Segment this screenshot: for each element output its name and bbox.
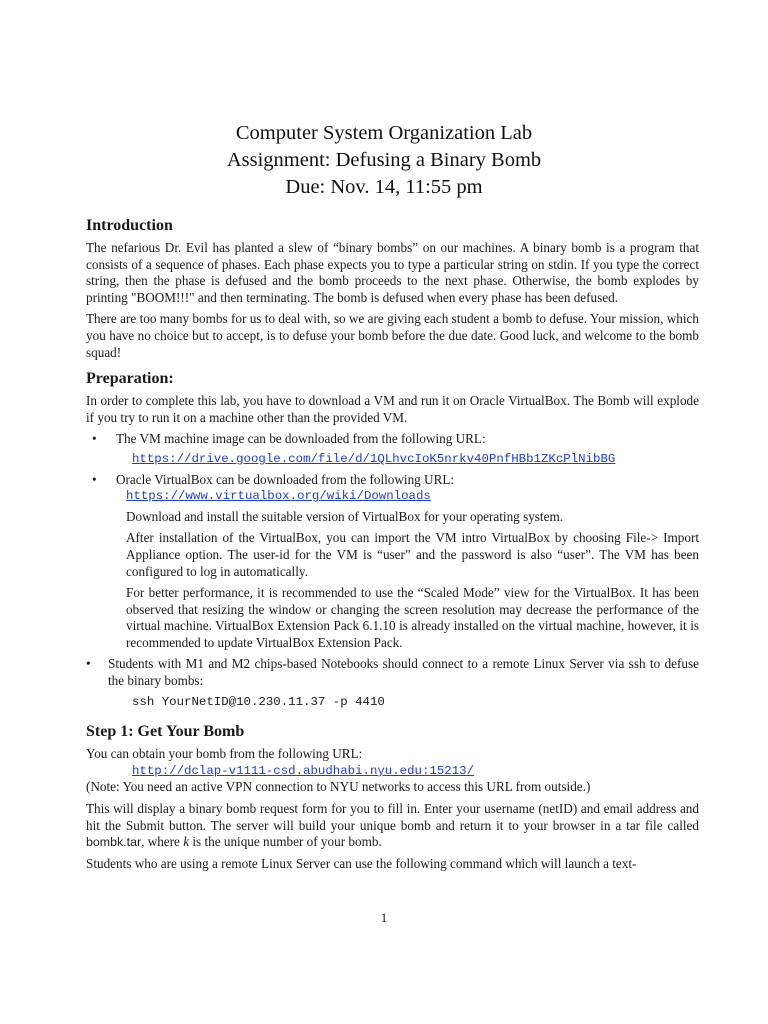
virtualbox-details — [116, 509, 699, 652]
bomb-number-variable: k — [183, 834, 190, 850]
bullet-icon: • — [92, 471, 97, 487]
preparation-list — [86, 431, 699, 710]
virtualbox-text: Oracle VirtualBox can be downloaded from the following URL: — [116, 471, 455, 487]
ssh-command: ssh YourNetID@10.230.11.37 -p 4410 — [132, 694, 385, 709]
bomb-server-link[interactable]: http://dclap-v1111-csd.abudhabi.nyu.edu:15213/ — [132, 763, 475, 778]
bullet-icon: • — [92, 431, 97, 447]
step1-p1-before: This will display a binary bomb request form for you to fill in. Enter your username (netID) and email address and hit the Submit button. The server will build your unique bomb and return it to your browser in a tar file called — [86, 801, 699, 833]
step1-intro: You can obtain your bomb from the following URL: — [86, 746, 363, 762]
document-title — [0, 120, 768, 201]
vm-image-link[interactable]: https://drive.google.com/file/d/1QLhvcIoK5nrkv40PnfHBb1ZKcPlNibBG — [132, 451, 616, 466]
virtualbox-paragraph-1: Download and install the suitable version of VirtualBox for your operating system. — [126, 508, 564, 524]
list-item — [86, 656, 699, 710]
step1-paragraph-1 — [86, 801, 699, 851]
remote-server-text: Students with M1 and M2 chips-based Notebooks should connect to a remote Linux Server via ssh to defuse the binary bombs: — [108, 656, 699, 689]
step1-p1-after: is the unique number of your bomb. — [189, 834, 382, 850]
preparation-section — [86, 369, 699, 710]
list-item — [86, 472, 699, 652]
list-item — [86, 431, 699, 467]
page-number: 1 — [380, 910, 388, 925]
vpn-note: (Note: You need an active VPN connection to NYU networks to access this URL from outside.) — [86, 779, 591, 795]
document-body — [86, 216, 699, 877]
title-line-1: Computer System Organization Lab — [235, 122, 533, 144]
bullet-icon: • — [86, 656, 91, 672]
title-line-3: Due: Nov. 14, 11:55 pm — [285, 176, 483, 198]
vm-image-text: The VM machine image can be downloaded from the following URL: — [116, 431, 486, 447]
title-line-2: Assignment: Defusing a Binary Bomb — [226, 149, 542, 171]
step1-p1-mid: , where — [141, 834, 184, 850]
introduction-paragraph-1: The nefarious Dr. Evil has planted a slew of “binary bombs” on our machines. A binary bomb is a program that consists of a sequence of phases. Each phase expects you to type a particular string on stdin. If you type the correct string, then the phase is defused and the bomb proceeds to the next phase. Otherwise, the bomb explodes by printing "BOOM!!!" and then terminating. The bomb is defused when every phase has been defused. — [86, 240, 699, 305]
preparation-heading: Preparation: — [86, 370, 174, 388]
step1-paragraph-2: Students who are using a remote Linux Server can use the following command which will launch a text- — [86, 855, 637, 871]
preparation-intro: In order to complete this lab, you have to download a VM and run it on Oracle VirtualBox. The Bomb will explode if you try to run it on a machine other than the provided VM. — [86, 393, 699, 425]
step1-heading: Step 1: Get Your Bomb — [86, 723, 245, 741]
virtualbox-paragraph-3: For better performance, it is recommended to use the “Scaled Mode” view for the VirtualBox. It has been observed that resizing the window or changing the screen resolution may decrease the performance of the virtual machine. VirtualBox Extension Pack 6.1.10 is already installed on the virtual machine, however, it is recommended to update VirtualBox Extension Pack. — [126, 585, 699, 650]
introduction-section — [86, 216, 699, 361]
bomb-tar-filename: bombk.tar — [86, 835, 142, 850]
virtualbox-link[interactable]: https://www.virtualbox.org/wiki/Downloads — [126, 489, 431, 504]
introduction-paragraph-2: There are too many bombs for us to deal with, so we are giving each student a bomb to defuse. Your mission, which you have no choice but to accept, is to defuse your bomb before the due date. Good luck, and welcome to the bomb squad! — [86, 311, 699, 360]
step1-section — [86, 722, 699, 872]
introduction-heading: Introduction — [86, 217, 173, 234]
virtualbox-paragraph-2: After installation of the VirtualBox, you can import the VM intro VirtualBox by choosing File-> Import Appliance option. The user-id for the VM is “user” and the password is also “user”. The VM has been configured to log in automatically. — [126, 530, 699, 579]
